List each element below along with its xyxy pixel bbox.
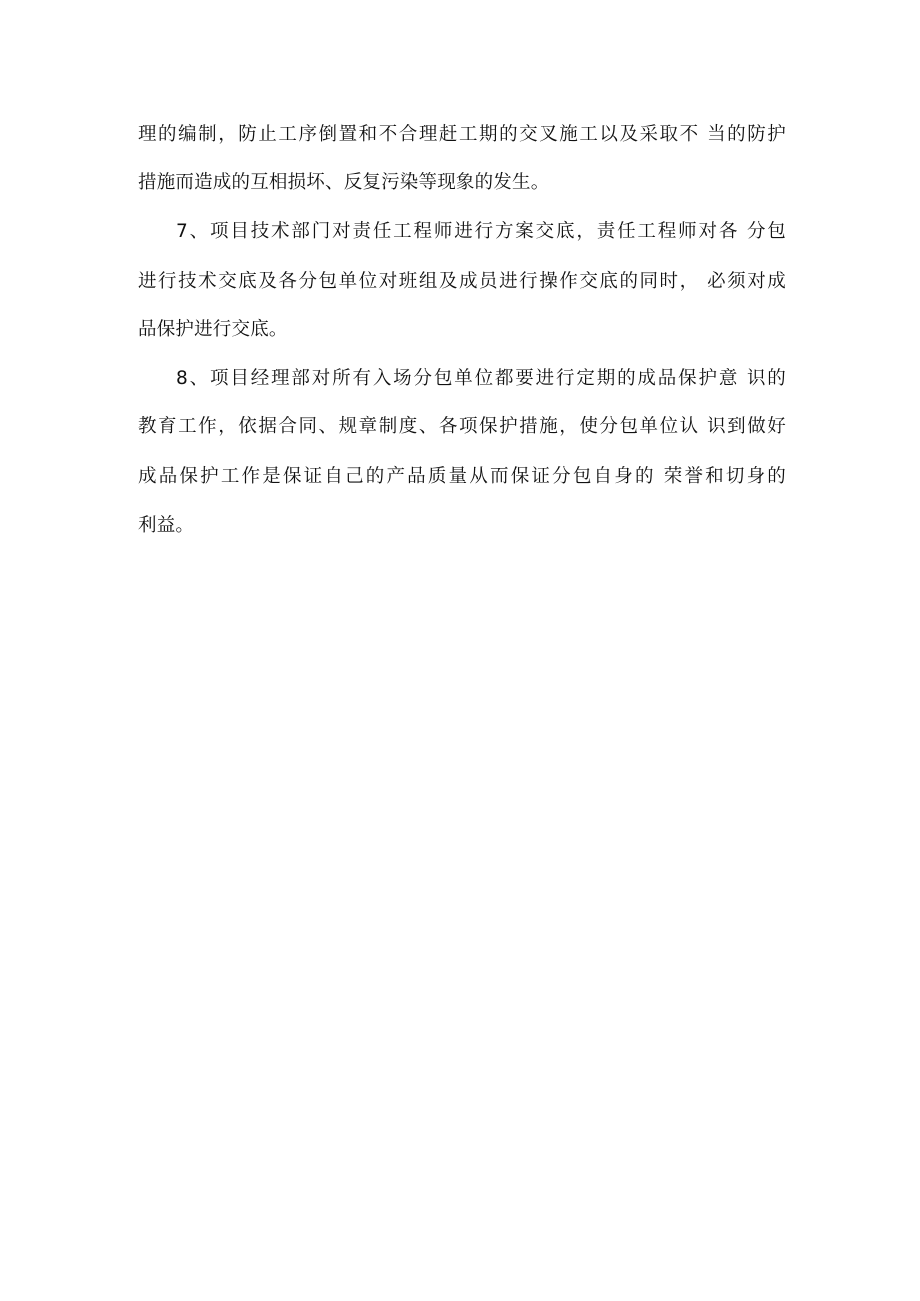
paragraph-line: 教育工作，依据合同、规章制度、各项保护措施，使分包单位认 识到做好 xyxy=(138,416,786,437)
paragraph-line: 7、项目技术部门对责任工程师进行方案交底，责任工程师对各 分包 xyxy=(176,221,786,242)
paragraph-line: 利益。 xyxy=(138,515,195,536)
paragraph-line: 成品保护工作是保证自己的产品质量从而保证分包自身的 荣誉和切身的 xyxy=(138,466,786,487)
paragraph-line: 措施而造成的互相损坏、反复污染等现象的发生。 xyxy=(138,172,550,193)
paragraph-line: 8、项目经理部对所有入场分包单位都要进行定期的成品保护意 识的 xyxy=(176,368,786,389)
paragraph-line: 进行技术交底及各分包单位对班组及成员进行操作交底的同时， 必须对成 xyxy=(138,271,786,292)
paragraph-line: 品保护进行交底。 xyxy=(138,319,288,340)
paragraph-line: 理的编制，防止工序倒置和不合理赶工期的交叉施工以及采取不 当的防护 xyxy=(138,124,786,145)
